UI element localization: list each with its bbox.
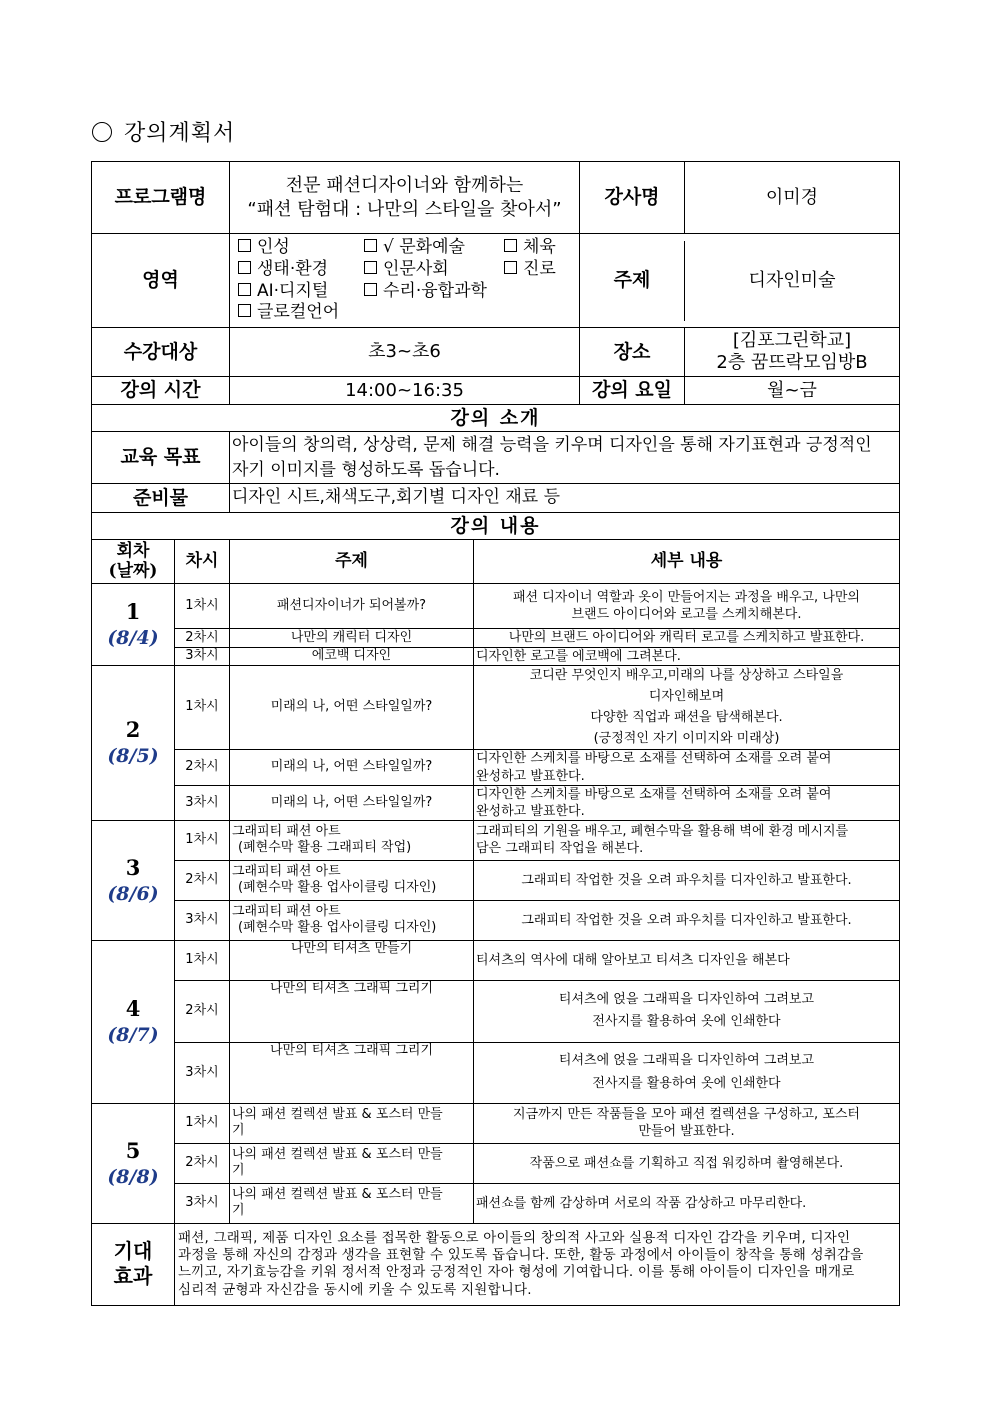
topic-line: 나만의 티셔츠 그래픽 그리기 <box>269 1042 434 1058</box>
period-cell: 1차시 <box>175 666 230 750</box>
detail-cell <box>474 940 900 980</box>
session-row <box>92 980 900 1042</box>
topic-line: 그래피티 패션 아트 <box>232 863 341 879</box>
topic-label: 주제 <box>580 241 685 321</box>
checkbox-icon <box>364 239 377 252</box>
period-cell: 2차시 <box>175 629 230 648</box>
session-row <box>92 750 900 785</box>
period-cell: 3차시 <box>175 1183 230 1223</box>
session-row <box>92 584 900 629</box>
prep-row <box>92 484 900 513</box>
col-session-header: 회차 (날짜) <box>92 540 175 584</box>
place-value <box>685 328 899 376</box>
detail-cell <box>474 750 900 785</box>
period-cell: 3차시 <box>175 785 230 820</box>
detail-line: 전사지를 활용하여 옷에 인쇄한다 <box>592 1075 781 1091</box>
detail-cell <box>474 584 900 629</box>
checkbox-icon <box>238 239 251 252</box>
session-number: 4 <box>125 996 141 1022</box>
period-cell: 3차시 <box>175 900 230 940</box>
topic-cell <box>230 980 474 1042</box>
detail-line: 티셔츠의 역사에 대해 알아보고 티셔츠 디자인을 해본다 <box>476 952 790 968</box>
period-cell: 1차시 <box>175 940 230 980</box>
days-cell <box>580 377 900 405</box>
lecture-plan-table <box>91 161 900 1306</box>
topic-cell <box>230 584 474 629</box>
checkbox-icon <box>238 304 251 317</box>
topic-line: 미래의 나, 어떤 스타일일까? <box>270 759 433 775</box>
session-day-cell <box>92 584 175 666</box>
program-name-line1: 전문 패션디자이너와 함께하는 <box>285 175 524 197</box>
effect-line: 패션, 그래픽, 제품 디자인 요소를 접목한 활동으로 아이들의 창의적 사고와 실용적 디자인 감각을 키우며, 디자인 <box>178 1229 851 1246</box>
topic-cell <box>230 1042 474 1103</box>
goal-line1: 아이들의 창의력, 상상력, 문제 해결 능력을 키우며 디자인을 통해 자기표현과 긍정적인 <box>232 434 872 455</box>
session-date: (8/8) <box>107 1165 159 1188</box>
detail-line: 만들어 발표한다. <box>638 1124 735 1140</box>
detail-line: 다양한 직업과 패션을 탐색해본다. <box>590 709 783 725</box>
detail-line: 작품으로 패션쇼를 기획하고 직접 워킹하며 촬영해본다. <box>529 1155 844 1171</box>
topic-line: 미래의 나, 어떤 스타일일까? <box>270 699 433 715</box>
topic-line: 기 <box>232 1163 245 1179</box>
detail-line: 담은 그래피티 작업을 해본다. <box>476 841 644 857</box>
period-cell: 2차시 <box>175 860 230 900</box>
period-cell: 2차시 <box>175 1143 230 1183</box>
detail-cell <box>474 980 900 1042</box>
intro-section-title: 강의 소개 <box>92 405 900 432</box>
topic-line: 미래의 나, 어떤 스타일일까? <box>270 794 433 810</box>
session-row <box>92 1042 900 1103</box>
topic-cell <box>230 750 474 785</box>
time-row <box>92 377 900 405</box>
effect-line: 느끼고, 자기효능감을 키워 정서적 안정과 긍정적인 자아 형성에 기여합니다. 이를 통해 아이들이 디자인을 매개로 <box>178 1264 855 1281</box>
checkbox-icon <box>238 261 251 274</box>
checkbox-icon <box>364 261 377 274</box>
topic-cell <box>230 900 474 940</box>
detail-line: 완성하고 발표한다. <box>476 803 585 819</box>
place-cell <box>580 328 900 377</box>
session-date: (8/5) <box>107 745 159 768</box>
area-checkbox-sports[interactable]: 체육 <box>504 237 556 259</box>
goal-text <box>230 432 900 484</box>
time-value: 14:00~16:35 <box>230 377 580 405</box>
col-topic-header: 주제 <box>230 540 474 584</box>
session-row <box>92 900 900 940</box>
session-number: 2 <box>125 717 141 743</box>
col-period-header: 차시 <box>175 540 230 584</box>
instructor-cell <box>580 162 900 234</box>
area-label: 영역 <box>92 234 230 328</box>
detail-line: 패션쇼를 함께 감상하며 서로의 작품 감상하고 마무리한다. <box>476 1195 807 1211</box>
detail-line: 전사지를 활용하여 옷에 인쇄한다 <box>592 1014 781 1030</box>
session-row <box>92 629 900 648</box>
area-checkbox-ai-digital[interactable]: AI·디지털 <box>238 281 364 303</box>
area-checkbox-ecology[interactable]: 생태·환경 <box>238 259 364 281</box>
period-cell: 2차시 <box>175 980 230 1042</box>
topic-cell <box>230 860 474 900</box>
session-day-cell <box>92 820 175 940</box>
detail-cell <box>474 1183 900 1223</box>
topic-line: 나의 패션 컬렉션 발표 & 포스터 만들 <box>232 1146 443 1162</box>
period-cell: 1차시 <box>175 584 230 629</box>
topic-cell <box>230 1103 474 1143</box>
topic-value: 디자인미술 <box>748 269 836 291</box>
area-checkbox-humanities[interactable]: 인문사회 <box>364 259 504 281</box>
session-number: 1 <box>125 598 141 624</box>
target-value: 초3~초6 <box>230 328 580 377</box>
area-row <box>92 234 900 328</box>
target-label: 수강대상 <box>92 328 230 377</box>
session-number: 5 <box>125 1137 141 1163</box>
session-day-cell <box>92 940 175 1103</box>
detail-line: 티셔츠에 얹을 그래픽을 디자인하여 그려보고 <box>558 991 815 1007</box>
detail-cell <box>474 1143 900 1183</box>
page-heading-text: 강의계획서 <box>124 121 236 146</box>
circle-bullet-icon <box>92 122 112 142</box>
checkbox-icon <box>238 283 251 296</box>
topic-cell <box>230 940 474 980</box>
session-row <box>92 820 900 860</box>
topic-line: 그래피티 패션 아트 <box>232 903 341 919</box>
page-heading <box>92 116 235 147</box>
prep-label: 준비물 <box>92 484 230 513</box>
topic-cell <box>230 629 474 648</box>
area-checkboxes <box>230 234 580 328</box>
effect-line: 과정을 통해 자신의 감정과 생각을 표현할 수 있도록 돕습니다. 또한, 활동 과정에서 아이들이 창작을 통해 성취감을 <box>178 1247 864 1264</box>
period-cell: 1차시 <box>175 1103 230 1143</box>
intro-section-row <box>92 405 900 432</box>
detail-line: 디자인해보며 <box>648 688 725 704</box>
period-cell: 3차시 <box>175 648 230 666</box>
prep-text: 디자인 시트,채색도구,회기별 디자인 재료 등 <box>230 484 900 513</box>
instructor-name: 이미경 <box>765 186 819 208</box>
topic-line: 패션디자이너가 되어볼까? <box>276 597 427 613</box>
effect-line: 심리적 균형과 자신감을 동시에 키울 수 있도록 지원합니다. <box>178 1281 532 1298</box>
session-row <box>92 940 900 980</box>
topic-line: 기 <box>232 1123 245 1139</box>
detail-cell <box>474 1103 900 1143</box>
topic-line: (폐현수막 활용 업사이클링 디자인) <box>238 880 437 896</box>
detail-line: 그래피티 작업한 것을 오려 파우치를 디자인하고 발표한다. <box>521 872 852 888</box>
session-day-cell <box>92 1103 175 1223</box>
detail-line: 디자인한 스케치를 바탕으로 소재를 선택하여 소재를 오려 붙여 <box>476 751 832 767</box>
session-row <box>92 648 900 666</box>
detail-cell <box>474 648 900 666</box>
topic-line: 그래피티 패션 아트 <box>232 823 341 839</box>
session-date: (8/6) <box>107 882 159 905</box>
area-checkbox-culture-arts[interactable]: √ 문화예술 <box>364 237 504 259</box>
checkbox-icon <box>504 239 517 252</box>
topic-cell <box>230 1183 474 1223</box>
topic-line: 나의 패션 컬렉션 발표 & 포스터 만들 <box>232 1106 443 1122</box>
time-label: 강의 시간 <box>92 377 230 405</box>
place-line2: 2층 꿈뜨락모임방B <box>716 352 868 373</box>
instructor-label: 강사명 <box>580 162 685 233</box>
detail-cell <box>474 1042 900 1103</box>
col-detail-header: 세부 내용 <box>474 540 900 584</box>
topic-cell <box>580 234 900 328</box>
detail-line: 나만의 브랜드 아이디어와 캐릭터 로고를 스케치하고 발표한다. <box>508 630 865 646</box>
detail-cell <box>474 629 900 648</box>
session-row <box>92 785 900 820</box>
session-row <box>92 666 900 750</box>
days-value: 월~금 <box>767 379 817 401</box>
topic-cell <box>230 648 474 666</box>
session-row <box>92 1183 900 1223</box>
checkbox-icon <box>504 261 517 274</box>
period-cell: 2차시 <box>175 750 230 785</box>
detail-line: 티셔츠에 얹을 그래픽을 디자인하여 그려보고 <box>558 1053 815 1069</box>
detail-line: 디자인한 로고를 에코백에 그려본다. <box>476 649 681 664</box>
detail-cell <box>474 820 900 860</box>
program-row <box>92 162 900 234</box>
program-name-line2: “패션 탐험대 : 나만의 스타일을 찾아서” <box>247 198 562 220</box>
topic-cell <box>230 666 474 750</box>
place-line1: [김포그린학교] <box>732 329 852 351</box>
days-label: 강의 요일 <box>580 377 685 404</box>
area-checkbox-career[interactable]: 진로 <box>504 259 556 281</box>
detail-cell <box>474 860 900 900</box>
topic-line: 나만의 티셔츠 만들기 <box>290 940 413 956</box>
program-label: 프로그램명 <box>92 162 230 234</box>
goal-label: 교육 목표 <box>92 432 230 484</box>
detail-line: 코디란 무엇인지 배우고,미래의 나를 상상하고 스타일을 <box>529 668 844 684</box>
detail-line: 브랜드 아이디어와 로고를 스케치해본다. <box>571 607 802 622</box>
detail-line: 그래피티 작업한 것을 오려 파우치를 디자인하고 발표한다. <box>521 912 852 928</box>
detail-line: (긍정적인 자기 이미지와 미래상) <box>593 730 780 746</box>
topic-cell <box>230 785 474 820</box>
session-row <box>92 1103 900 1143</box>
effect-row <box>92 1223 900 1305</box>
detail-line: 패션 디자이너 역할과 옷이 만들어지는 과정을 배우고, 나만의 <box>512 589 860 605</box>
area-checkbox-glocal-language[interactable]: 글로컬언어 <box>238 302 339 324</box>
session-day-cell <box>92 666 175 821</box>
topic-line: 나만의 티셔츠 그래픽 그리기 <box>269 980 434 996</box>
topic-cell <box>230 820 474 860</box>
detail-line: 지금까지 만든 작품들을 모아 패션 컬렉션을 구성하고, 포스터 <box>512 1107 860 1123</box>
content-section-row <box>92 513 900 540</box>
goal-row <box>92 432 900 484</box>
checkbox-icon <box>364 283 377 296</box>
effect-text <box>175 1223 900 1305</box>
area-checkbox-insung[interactable]: 인성 <box>238 237 364 259</box>
topic-cell <box>230 1143 474 1183</box>
area-checkbox-math-science[interactable]: 수리·융합과학 <box>364 281 487 303</box>
detail-cell <box>474 785 900 820</box>
period-cell: 3차시 <box>175 1042 230 1103</box>
session-date: (8/4) <box>107 626 159 649</box>
detail-line: 완성하고 발표한다. <box>476 768 585 784</box>
goal-line2: 자기 이미지를 형성하도록 돕습니다. <box>232 459 500 480</box>
period-cell: 1차시 <box>175 820 230 860</box>
content-header-row <box>92 540 900 584</box>
detail-cell <box>474 900 900 940</box>
program-name <box>230 162 580 234</box>
session-number: 3 <box>125 854 141 880</box>
session-date: (8/7) <box>107 1024 159 1047</box>
topic-line: 에코백 디자인 <box>311 648 392 664</box>
effect-label: 기대 효과 <box>92 1223 175 1305</box>
topic-line: 나만의 캐릭터 디자인 <box>290 629 413 645</box>
detail-cell <box>474 666 900 750</box>
topic-line: (폐현수막 활용 그래피티 작업) <box>238 840 412 856</box>
detail-line: 디자인한 스케치를 바탕으로 소재를 선택하여 소재를 오려 붙여 <box>476 786 832 802</box>
content-section-title: 강의 내용 <box>92 513 900 540</box>
session-row <box>92 1143 900 1183</box>
topic-line: 나의 패션 컬렉션 발표 & 포스터 만들 <box>232 1186 443 1202</box>
topic-line: 기 <box>232 1203 245 1219</box>
topic-line: (폐현수막 활용 업사이클링 디자인) <box>238 920 437 936</box>
detail-line: 그래피티의 기원을 배우고, 폐현수막을 활용해 벽에 환경 메시지를 <box>476 824 849 840</box>
place-label: 장소 <box>580 328 685 376</box>
session-row <box>92 860 900 900</box>
target-row <box>92 328 900 377</box>
